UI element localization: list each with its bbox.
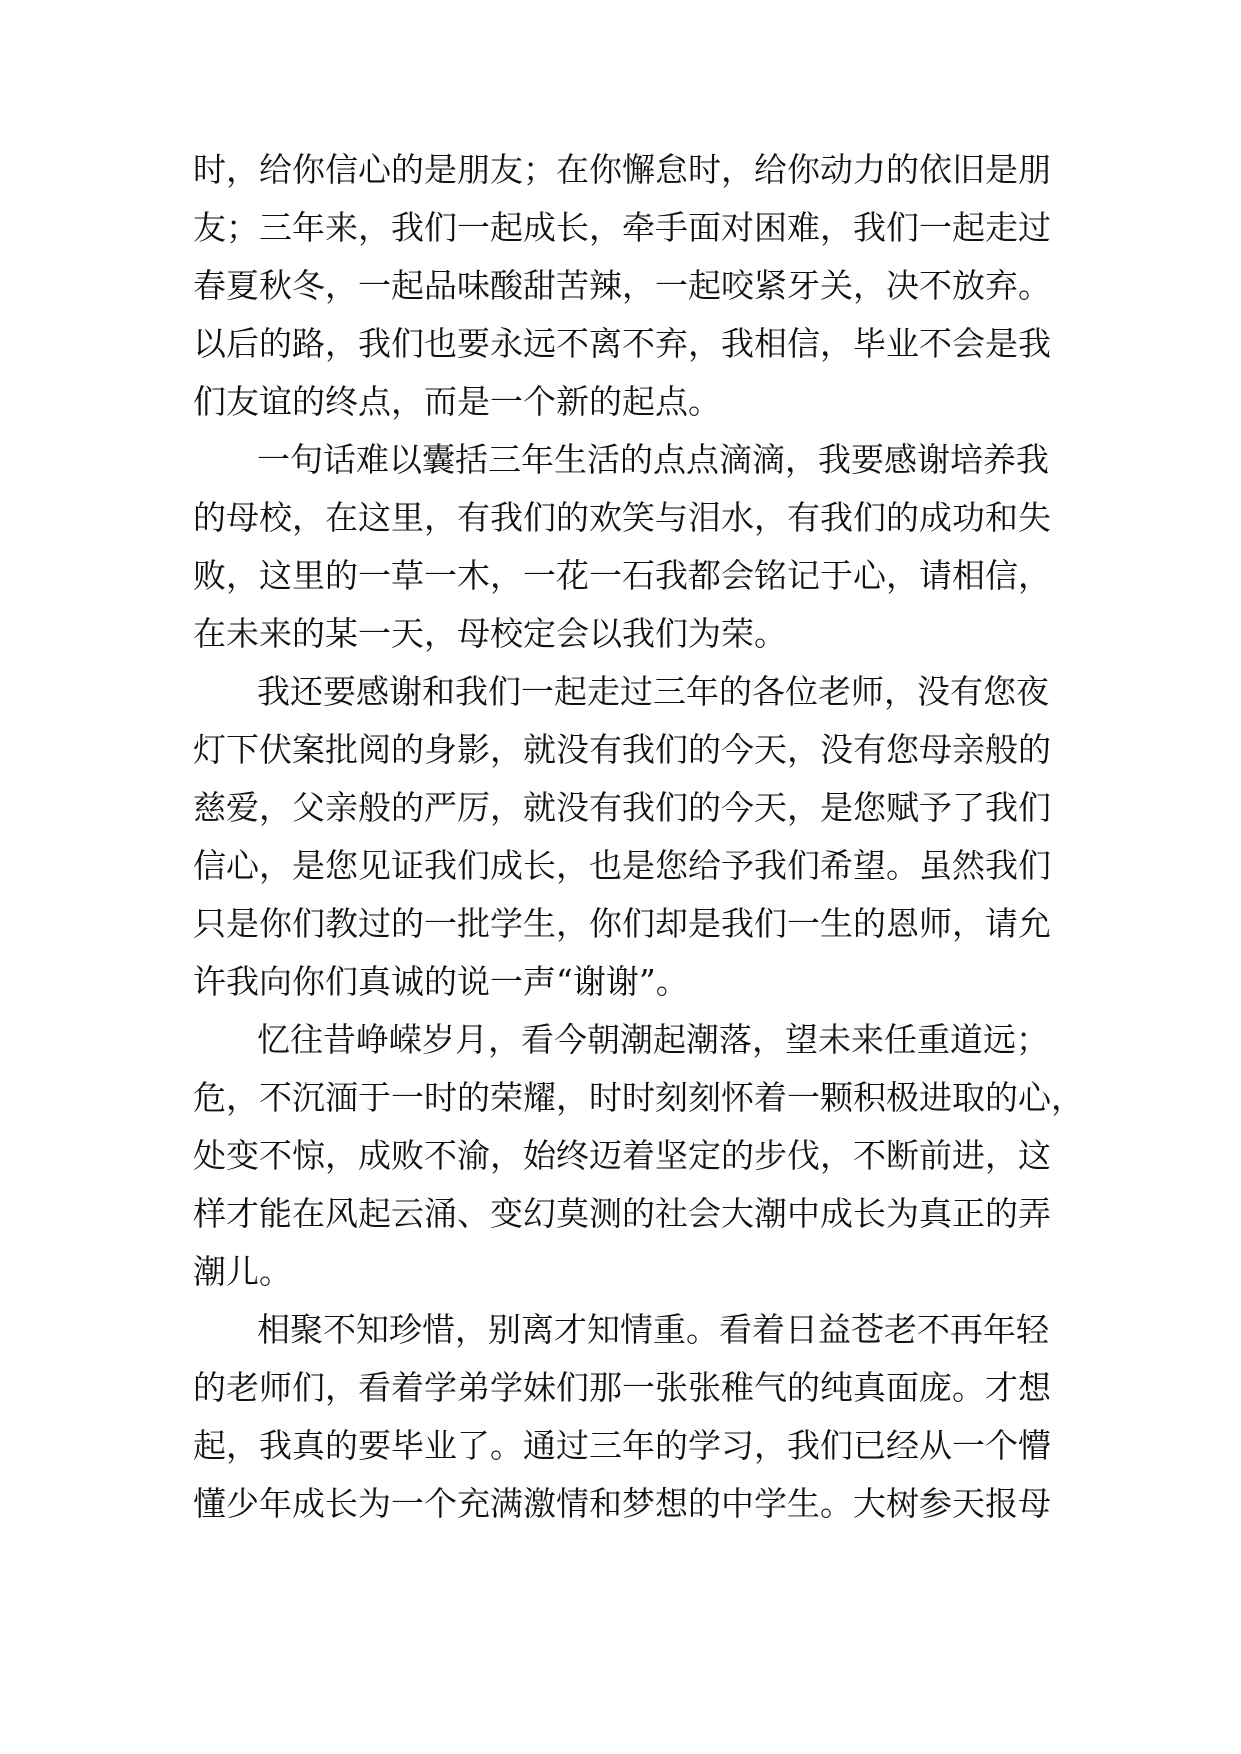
text-line: 信心，是您见证我们成长，也是您给予我们希望。虽然我们 xyxy=(193,846,1051,885)
text-line: 友；三年来，我们一起成长，牵手面对困难，我们一起走过 xyxy=(193,208,1051,247)
text-line: 的老师们，看着学弟学妹们那一张张稚气的纯真面庞。才想 xyxy=(193,1368,1051,1407)
text-line: 灯下伏案批阅的身影，就没有我们的今天，没有您母亲般的 xyxy=(193,730,1051,769)
paragraph-first-line: 我还要感谢和我们一起走过三年的各位老师，没有您夜 xyxy=(257,672,1049,711)
text-line: 慈爱，父亲般的严厉，就没有我们的今天，是您赋予了我们 xyxy=(193,788,1051,827)
text-line: 在未来的某一天，母校定会以我们为荣。 xyxy=(193,614,787,653)
text-line: 起，我真的要毕业了。通过三年的学习，我们已经从一个懵 xyxy=(193,1426,1051,1465)
paragraph-first-line: 一句话难以囊括三年生活的点点滴滴，我要感谢培养我 xyxy=(257,440,1049,479)
text-line: 的母校，在这里，有我们的欢笑与泪水，有我们的成功和失 xyxy=(193,498,1051,537)
text-line: 只是你们教过的一批学生，你们却是我们一生的恩师，请允 xyxy=(193,904,1051,943)
text-line: 时，给你信心的是朋友；在你懈怠时，给你动力的依旧是朋 xyxy=(193,150,1051,189)
text-line: 以后的路，我们也要永远不离不弃，我相信，毕业不会是我 xyxy=(193,324,1051,363)
text-line: 们友谊的终点，而是一个新的起点。 xyxy=(193,382,721,421)
text-line: 许我向你们真诚的说一声“谢谢”。 xyxy=(193,962,689,1001)
text-line: 春夏秋冬，一起品味酸甜苦辣，一起咬紧牙关，决不放弃。 xyxy=(193,266,1051,305)
paragraph-first-line: 忆往昔峥嵘岁月，看今朝潮起潮落，望未来任重道远； xyxy=(257,1020,1049,1059)
text-line: 处变不惊，成败不渝，始终迈着坚定的步伐，不断前进，这 xyxy=(193,1136,1051,1175)
paragraph-first-line: 相聚不知珍惜，别离才知情重。看着日益苍老不再年轻 xyxy=(257,1310,1049,1349)
text-line: 潮儿。 xyxy=(193,1252,292,1291)
text-line: 样才能在风起云涌、变幻莫测的社会大潮中成长为真正的弄 xyxy=(193,1194,1051,1233)
text-line: 危，不沉湎于一时的荣耀，时时刻刻怀着一颗积极进取的心， xyxy=(193,1078,1084,1117)
text-line: 败，这里的一草一木，一花一石我都会铭记于心，请相信， xyxy=(193,556,1051,595)
text-line: 懂少年成长为一个充满激情和梦想的中学生。大树参天报母 xyxy=(193,1484,1051,1523)
